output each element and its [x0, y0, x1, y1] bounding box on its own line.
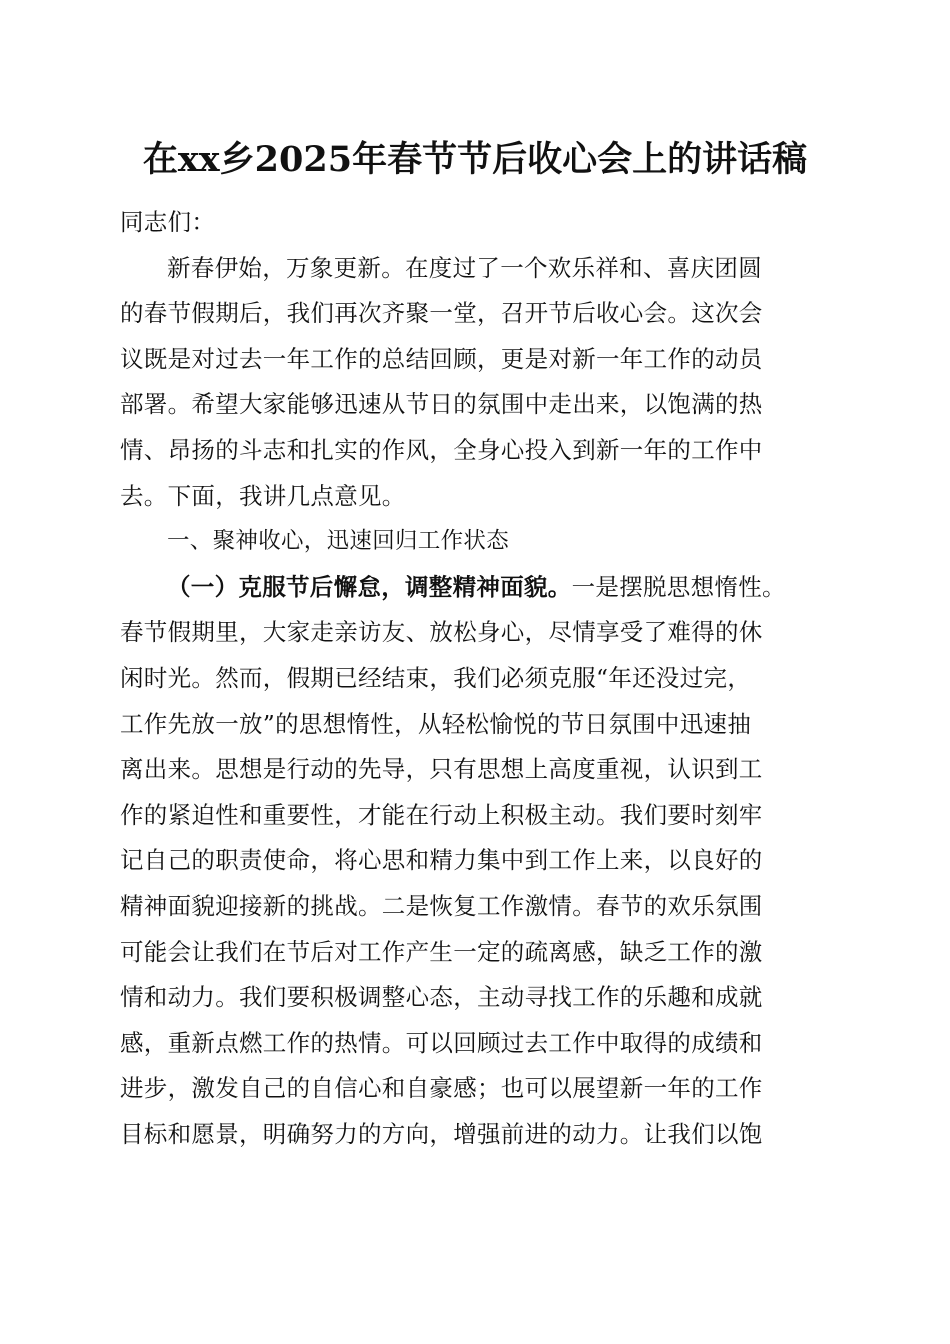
paragraph-line: 感，重新点燃工作的热情。可以回顾过去工作中取得的成绩和 [120, 1028, 763, 1057]
paragraph-line: 部署。希望大家能够迅速从节日的氛围中走出来，以饱满的热 [120, 390, 763, 419]
document-title: 在xx乡2025年春节节后收心会上的讲话稿 [142, 139, 808, 180]
section-heading: 一、聚神收心，迅速回归工作状态 [167, 528, 510, 555]
paragraph-line: 去。下面，我讲几点意见。 [120, 481, 406, 510]
paragraph-line [120, 565, 826, 611]
paragraph-line: 离出来。思想是行动的先导，只有思想上高度重视，认识到工 [120, 755, 763, 784]
subsection-heading: （一）克服节后懈怠，调整精神面貌。 [167, 572, 572, 601]
paragraph-line: 议既是对过去一年工作的总结回顾，更是对新一年工作的动员 [120, 344, 763, 373]
paragraph-line: 的春节假期后，我们再次齐聚一堂，召开节后收心会。这次会 [120, 299, 763, 328]
paragraph-line: 情和动力。我们要积极调整心态，主动寻找工作的乐趣和成就 [120, 983, 763, 1012]
paragraph-line: 记自己的职责使命，将心思和精力集中到工作上来，以良好的 [120, 846, 763, 875]
paragraph-line: 可能会让我们在节后对工作产生一定的疏离感，缺乏工作的激 [120, 937, 763, 966]
paragraph-line: 闲时光。然而，假期已经结束，我们必须克服“年还没过完， [120, 663, 752, 692]
paragraph-line: 新春伊始，万象更新。在度过了一个欢乐祥和、喜庆团圆 [167, 253, 762, 282]
subsection-text: 一是摆脱思想惰性。 [571, 572, 786, 601]
paragraph-line: 作的紧迫性和重要性，才能在行动上积极主动。我们要时刻牢 [120, 800, 763, 829]
paragraph-line: 工作先放一放”的思想惰性，从轻松愉悦的节日氛围中迅速抽 [120, 709, 752, 738]
paragraph-line: 精神面貌迎接新的挑战。二是恢复工作激情。春节的欢乐氛围 [120, 891, 763, 920]
paragraph-line: 目标和愿景，明确努力的方向，增强前进的动力。让我们以饱 [120, 1119, 763, 1148]
paragraph-line: 情、昂扬的斗志和扎实的作风，全身心投入到新一年的工作中 [120, 435, 763, 464]
greeting: 同志们： [120, 208, 216, 236]
document-body [120, 200, 826, 1157]
paragraph-line: 进步，激发自己的自信心和自豪感；也可以展望新一年的工作 [120, 1074, 763, 1103]
paragraph-line: 春节假期里，大家走亲访友、放松身心，尽情享受了难得的休 [120, 618, 763, 647]
